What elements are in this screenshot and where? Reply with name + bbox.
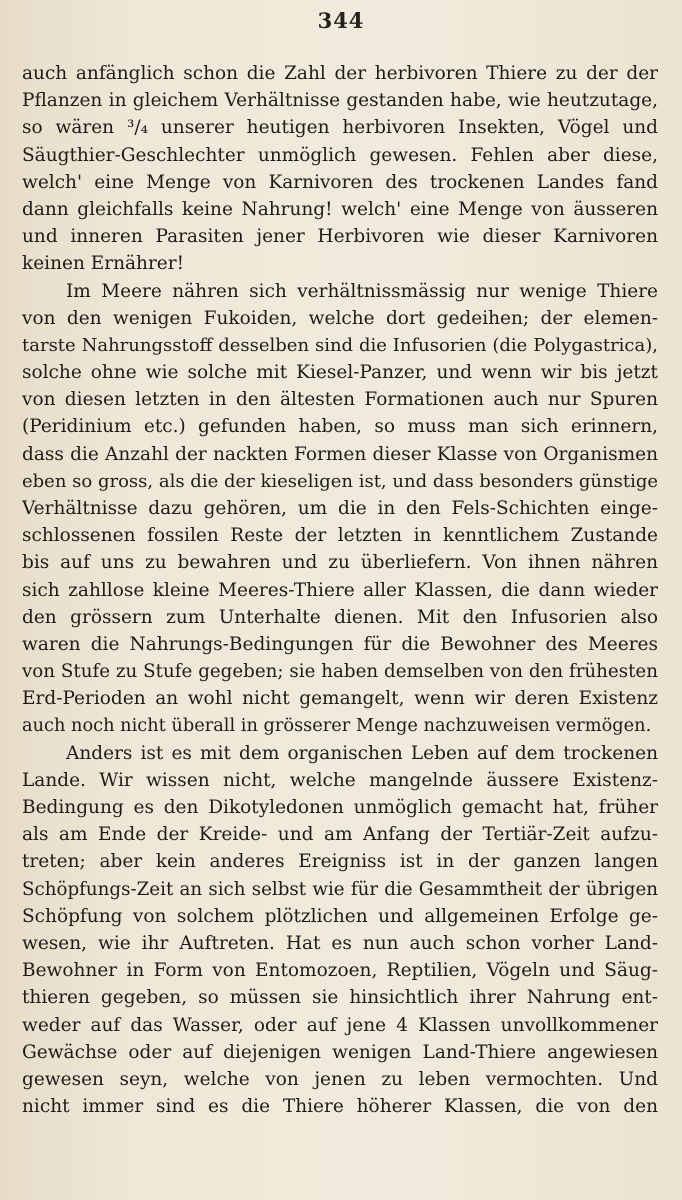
text-line: (Peridinium etc.) gefunden haben, so muss man sich erinnern, <box>22 416 658 438</box>
text-line: nicht immer sind es die Thiere höherer Klassen, die von den <box>22 1096 658 1118</box>
text-line: solche ohne wie solche mit Kiesel-Panzer, und wenn wir bis jetzt <box>22 362 658 384</box>
text-line: Anders ist es mit dem organischen Leben auf dem trockenen <box>66 742 658 764</box>
text-line: wesen, wie ihr Auftreten. Hat es nun auch schon vorher Land- <box>22 933 658 954</box>
text-line: Verhältnisse dazu gehören, um die in den Fels-Schichten einge- <box>22 498 658 519</box>
text-line: Schöpfungs-Zeit an sich selbst wie für die Gesammtheit der übrigen <box>22 878 658 900</box>
text-line: von den wenigen Fukoiden, welche dort gedeihen; der elemen- <box>22 307 658 329</box>
text-line: eben so gross, als die der kieseligen ist, und dass besonders günstige <box>22 470 658 492</box>
text-line: den grössern zum Unterhalte dienen. Mit den Infusorien also <box>22 606 658 628</box>
text-line: schlossenen fossilen Reste der letzten in kenntlichem Zustande <box>22 525 658 547</box>
text-line: von Stufe zu Stufe gegeben; sie haben demselben von den frühesten <box>22 661 658 683</box>
text-line: dann gleichfalls keine Nahrung! welch' eine Menge von äusseren <box>22 198 658 220</box>
text-line: keinen Ernährer! <box>22 253 185 275</box>
text-line: auch anfänglich schon die Zahl der herbivoren Thiere zu der der <box>22 63 658 84</box>
text-line: treten; aber kein anderes Ereigniss ist in der ganzen langen <box>22 851 658 873</box>
text-line: Bewohner in Form von Entomozoen, Reptilien, Vögeln und Säug- <box>22 960 658 982</box>
text-line: tarste Nahrungsstoff desselben sind die Infusorien (die Polygastrica), <box>22 334 658 356</box>
text-line: Im Meere nähren sich verhältnissmässig nur wenige Thiere <box>66 280 658 302</box>
text-line: auch noch nicht überall in grösserer Menge nachzuweisen vermögen. <box>22 715 652 736</box>
text-line: thieren gegeben, so müssen sie hinsichtlich ihrer Nahrung ent- <box>22 987 658 1009</box>
text-line: gewesen seyn, welche von jenen zu leben vermochten. Und <box>22 1068 658 1090</box>
body-text <box>22 60 658 1120</box>
text-line: Erd-Perioden an wohl nicht gemangelt, wenn wir deren Existenz <box>22 688 658 710</box>
text-line: weder auf das Wasser, oder auf jene 4 Klassen unvollkommener <box>22 1014 658 1036</box>
text-line: als am Ende der Kreide- und am Anfang der Tertiär-Zeit aufzu- <box>22 824 658 846</box>
page-number: 344 <box>317 8 365 33</box>
text-line: von diesen letzten in den ältesten Formationen auch nur Spuren <box>22 389 658 411</box>
text-line: und inneren Parasiten jener Herbivoren wie dieser Karnivoren <box>22 226 658 248</box>
text-line: Lande. Wir wissen nicht, welche mangelnde äussere Existenz- <box>22 769 658 791</box>
text-line: Säugthier-Geschlechter unmöglich gewesen. Fehlen aber diese, <box>22 144 658 166</box>
text-line: Gewächse oder auf diejenigen wenigen Land-Thiere angewiesen <box>22 1041 658 1063</box>
text-line: dass die Anzahl der nackten Formen dieser Klasse von Organismen <box>22 443 658 465</box>
text-line: Schöpfung von solchem plötzlichen und allgemeinen Erfolge ge- <box>22 905 658 927</box>
text-line: Bedingung es den Dikotyledonen unmöglich gemacht hat, früher <box>22 797 658 819</box>
text-line: waren die Nahrungs-Bedingungen für die Bewohner des Meeres <box>22 633 658 655</box>
text-line: sich zahllose kleine Meeres-Thiere aller Klassen, die dann wieder <box>22 579 658 601</box>
text-line: bis auf uns zu bewahren und zu überliefern. Von ihnen nähren <box>22 552 658 574</box>
text-line: so wären ³/₄ unserer heutigen herbivoren Insekten, Vögel und <box>22 117 658 139</box>
text-line: welch' eine Menge von Karnivoren des trockenen Landes fand <box>22 171 658 193</box>
text-line: Pflanzen in gleichem Verhältnisse gestanden habe, wie heutzutage, <box>22 90 658 112</box>
